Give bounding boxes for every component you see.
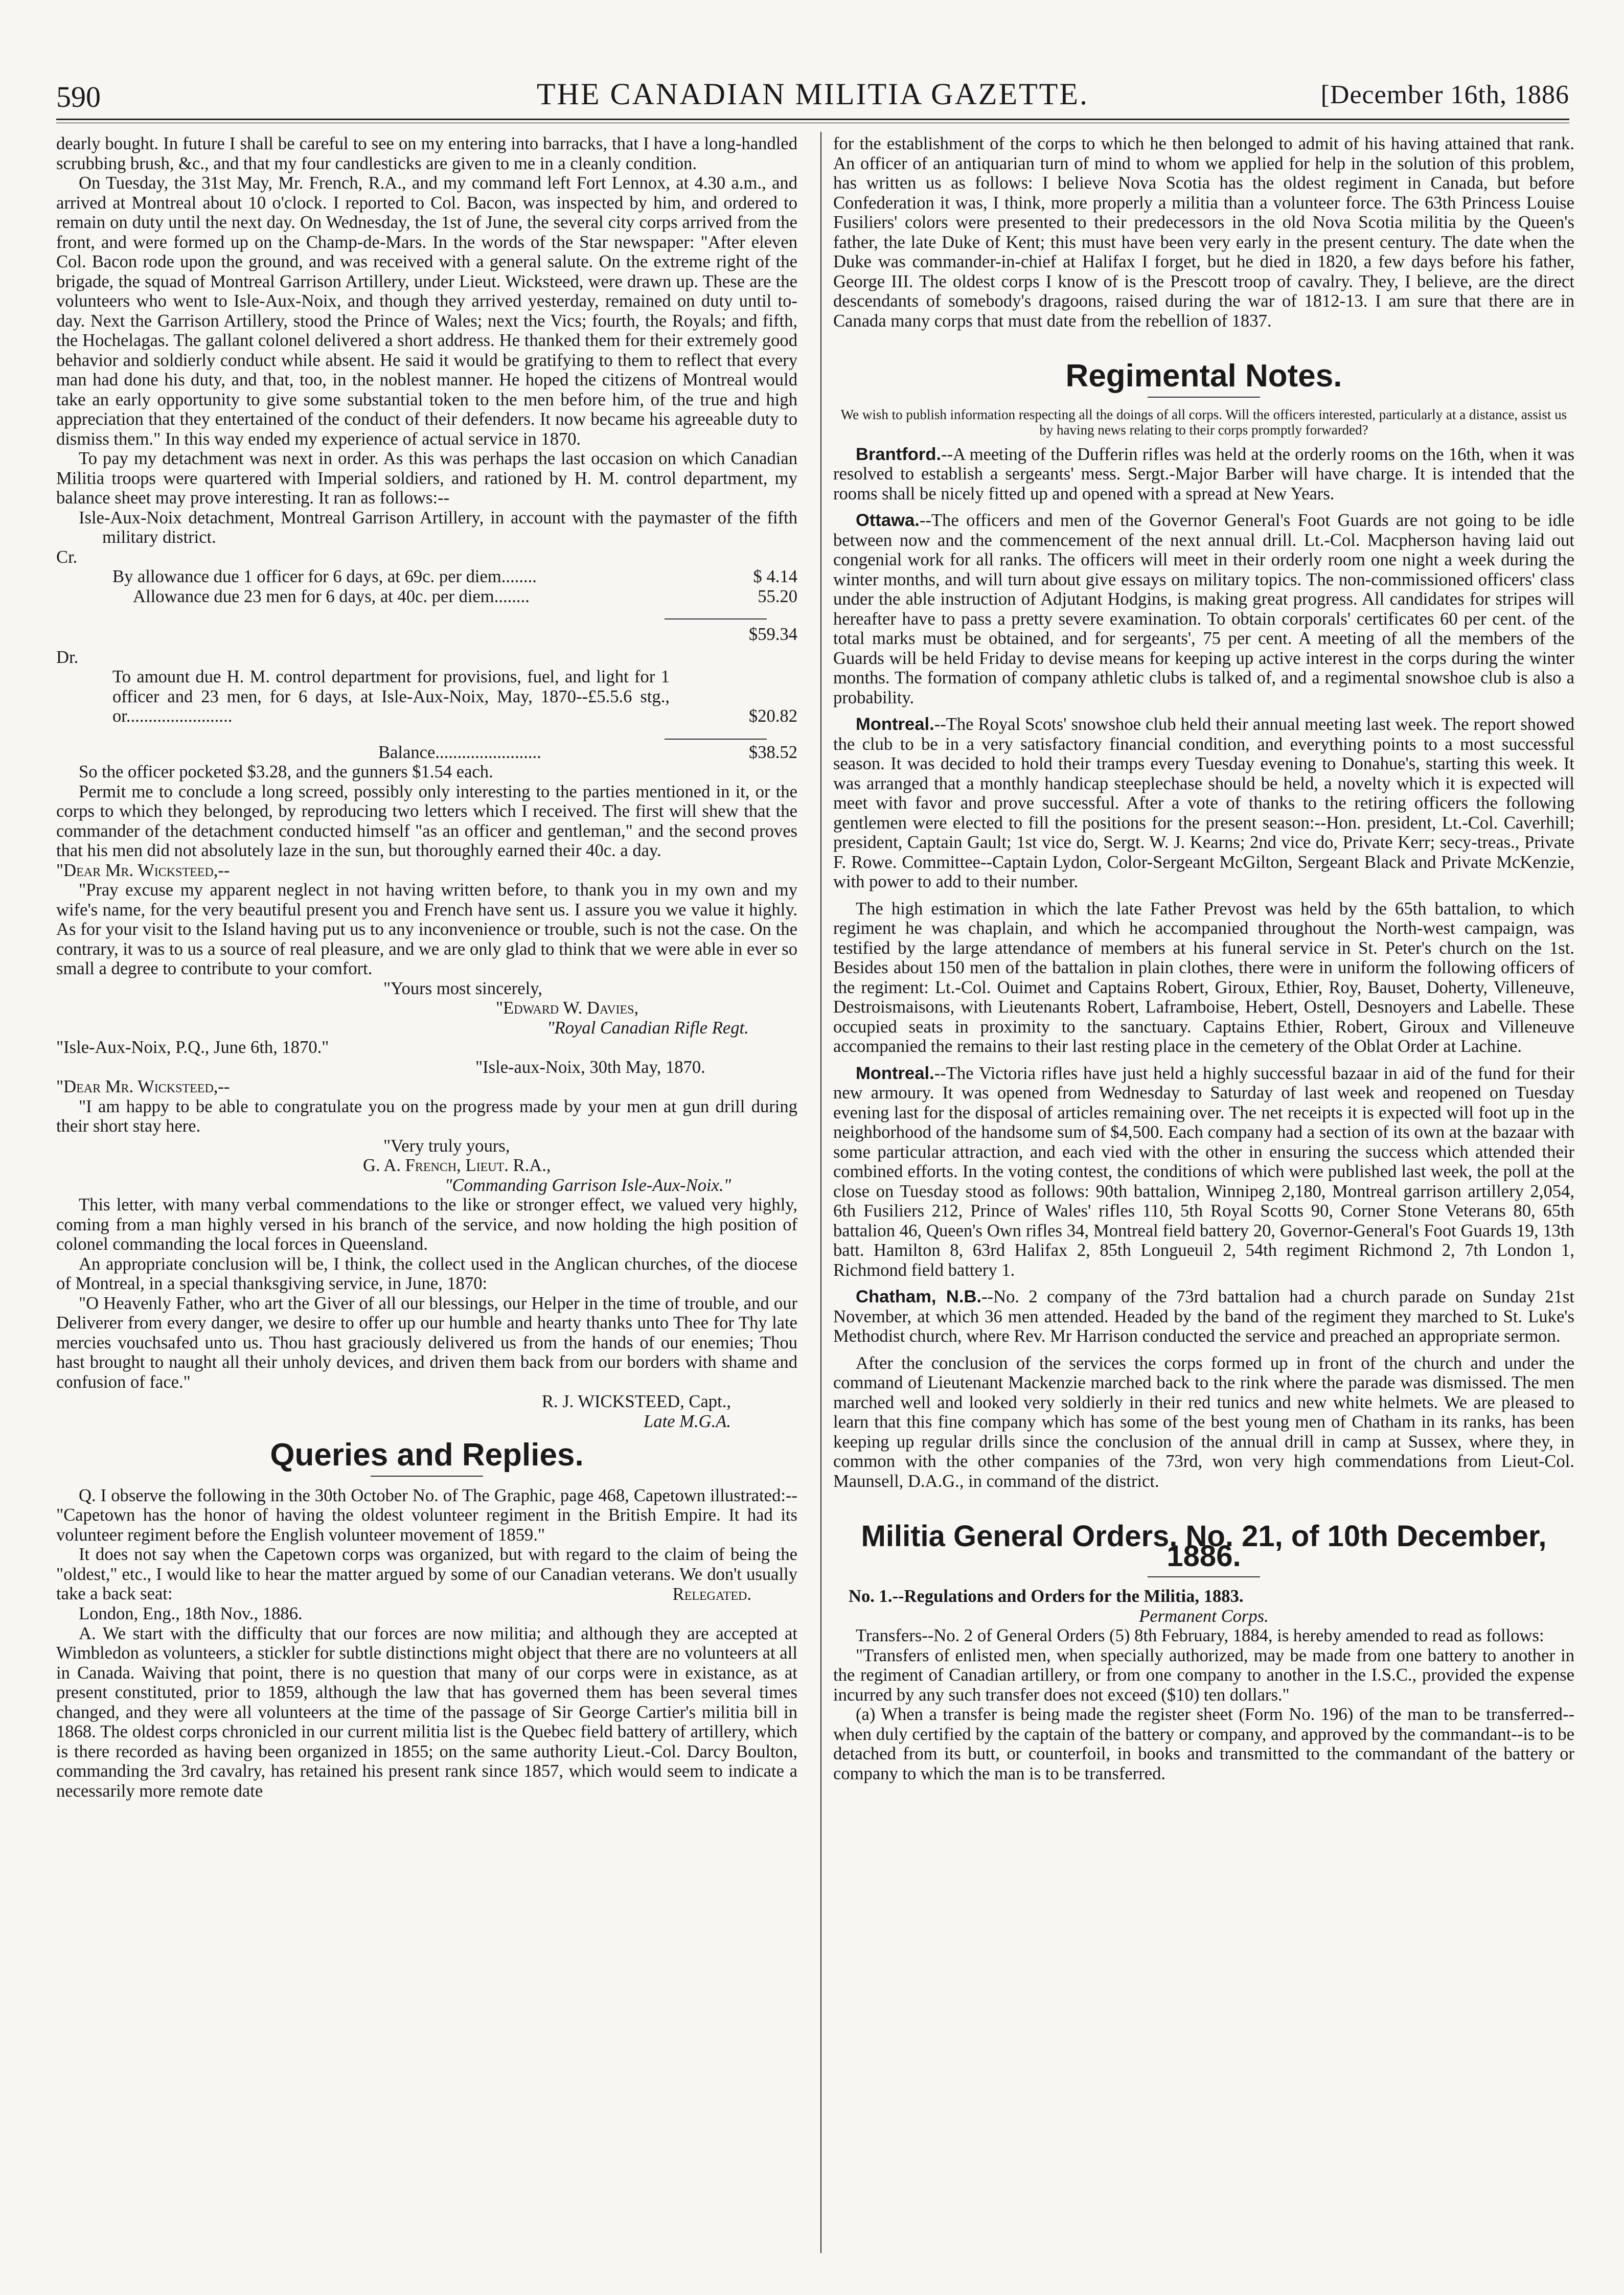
paragraph: This letter, with many verbal commendations to the like or stronger effect, we valued very highly, coming from a man highly versed in his branch of the service, and now holding the high position of colonel commanding the local forces in Queensland. <box>56 1195 797 1254</box>
letter-signatory: G. A. French, Lieut. R.A., <box>363 1156 551 1175</box>
paragraph: On Tuesday, the 31st May, Mr. French, R.A., and my command left Fort Lennox, at 4.30 a.m., and arrived at Montreal about 10 o'clock. I reported to Col. Bacon, was inspected by him, and ordered to remain on duty until the next day. On Wednesday, the 1st of June, the several city corps arrived from the front, and were formed up on the Champ-de-Mars. In the words of the Star newspaper: "After eleven Col. Bacon rode upon the ground, and was received with a general salute. On the extreme right of the brigade, the squad of Montreal Garrison Artillery, under Lieut. Wicksteed, were drawn up. These are the volunteers who went to Isle-Aux-Noix, and though they arrived yesterday, remained on duty until to-day. Next the Garrison Artillery, stood the Prince of Wales; next the Vics; fourth, the Royals; and fifth, the Hochelagas. The gallant colonel delivered a short address. He thanked them for their extremely good behavior and soldierly conduct while absent. He said it would be gratifying to them to reflect that every man had done his duty, and that, too, in the noblest manner. He hoped the citizens of Montreal would take an early opportunity to give some substantial token to the men before him, of the true and high appreciation that they entertained of the conduct of their defenders. It now became his agreeable duty to dismiss them." In this way ended my experience of actual service in 1870. <box>56 173 797 449</box>
order-paragraph: (a) When a transfer is being made the register sheet (Form No. 196) of the man to be transferred--when duly certified by the captain of the battery or company, and approved by the commandant--is to be detached from its butt, or counterfoil, in books and transmitted to the commandant of the battery or company to which the man is to be transferred. <box>833 1705 1574 1783</box>
paragraph: An appropriate conclusion will be, I think, the collect used in the Anglican churches, of the diocese of Montreal, in a special thanksgiving service, in June, 1870: <box>56 1254 797 1293</box>
note-brantford: Brantford.--A meeting of the Dufferin rifles was held at the orderly rooms on the 16th, when it was resolved to establish a sergeants' mess. Sergt.-Major Barber will have charge. It is intended that the rooms shall be nicely fitted up and opened with a spread at New Years. <box>833 444 1574 503</box>
letter-close: "Very truly yours, <box>383 1136 510 1156</box>
account-heading: Isle-Aux-Noix detachment, Montreal Garrison Artillery, in account with the paymaster of the fifth military district. <box>79 508 797 547</box>
order-paragraph: Transfers--No. 2 of General Orders (5) 8th February, 1884, is hereby amended to read as follows: <box>856 1626 1544 1645</box>
balance-row <box>56 743 797 763</box>
paragraph: dearly bought. In future I shall be careful to see on my entering into barracks, that I have a long-handled scrubbing brush, &c., and that my four candlesticks are given to me in a cleanly condition. <box>56 134 797 173</box>
letter-close: "Yours most sincerely, <box>383 978 542 998</box>
letter-body: "Pray excuse my apparent neglect in not having written before, to thank you in my own and my wife's name, for the very beautiful present you and French have sent us. I assure you we value it highly. As for your visit to the Island having put us to any inconvenience or trouble, such is not the case. On the contrary, it was to us a source of real pleasure, and we are only glad to think that we were able in ever so small a degree to contribute to your comfort. <box>56 880 797 978</box>
section-heading-queries: Queries and Replies. <box>270 1437 584 1473</box>
letter-salutation: "Dear Mr. Wicksteed,-- <box>56 860 230 880</box>
letter-signatory: "Edward W. Davies, <box>496 998 639 1018</box>
issue-date: [December 16th, 1886 <box>1320 80 1569 109</box>
debit-item: To amount due H. M. control department for provisions, fuel, and light for 1 officer and 23 men, for 6 days, at Isle-Aux-Noix, May, 1870--£5.5.6 stg., or........................ <box>112 667 670 726</box>
credit-total-row <box>56 625 797 645</box>
note-montreal: Montreal.--The Royal Scots' snowshoe club held their annual meeting last week. The report showed the club to be in a very satisfactory financial condition, and everything points to a most successful season. It was decided to hold their tramps every Tuesday evening to Donahue's, starting this week. It was arranged that a monthly handicap steeplechase should be held, a novelty which it is expected will meet with favor and prove successful. After a vote of thanks to the retiring officers the following gentlemen were elected to fill the positions for the present season:--Hon. president, Lt.-Col. Caverhill; president, Captain Gault; 1st vice do, Sergt. W. J. Kearns; 2nd vice do, Private Kerr; secy-treas., Private F. Rowe. Committee--Captain Lydon, Color-Sergeant McGilton, Sergeant Black and Private McKenzie, with power to add to their number. <box>833 715 1574 891</box>
letter-signatory-title: "Commanding Garrison Isle-Aux-Noix." <box>445 1175 731 1195</box>
section-heading-regimental-notes: Regimental Notes. <box>1065 358 1342 394</box>
note-paragraph: The high estimation in which the late Father Prevost was held by the 65th battalion, to which regiment he was chaplain, and which he accompanied throughout the North-west campaign, was testified by the large attendance of members at his funeral service in St. Peter's church on the 1st. Besides about 150 men of the battalion in plain clothes, there were in uniform the following officers of the regiment: Lt.-Col. Ouimet and Captains Robert, Giroux, Ethier, Roy, Bauset, Doherty, Villeneuve, Destroismaisons, with Lieutenants Robert, Laframboise, Hebert, Ostell, Desnoyers and Labelle. These occupied seats in proximity to the sanctuary. Captains Ethier, Robert, Giroux and Villeneuve accompanied the remains to their last resting place in the cemetery of the Oblat Order at Lachine. <box>833 899 1574 1056</box>
query-paragraph: It does not say when the Capetown corps was organized, but with regard to the claim of being the "oldest," etc., I would like to hear the matter argued by some of our Canadian veterans. We don't usually take a back seat: <box>56 1545 797 1603</box>
column-divider <box>820 132 821 2253</box>
heading-rule <box>371 1476 483 1477</box>
credit-row <box>56 567 797 587</box>
order-number: No. 1.--Regulations and Orders for the Militia, 1883. <box>849 1587 1244 1606</box>
credit-item: By allowance due 1 officer for 6 days, at 69c. per diem........ <box>112 567 537 586</box>
balance-label: Balance........................ <box>378 742 541 762</box>
heading-rule <box>1148 397 1260 398</box>
order-quote: "Transfers of enlisted men, when specially authorized, may be made from one battery to another in the regiment of Canadian artillery, or from one company to another in the I.S.C., provided the expense incurred by any such transfer does not exceed ($10) ten dollars." <box>833 1645 1574 1705</box>
page-number: 590 <box>56 80 101 113</box>
prayer-text: "O Heavenly Father, who art the Giver of all our blessings, our Helper in the time of trouble, and our Deliverer from every danger, we desire to offer up our humble and hearty thanks unto Thee for Thy late mercies vouchsafed unto us. Thou hast graciously delivered us from the hands of our enemies; Thou hast brought to naught all their unholy devices, and driven them back from our borders with shame and confusion of face." <box>56 1293 797 1392</box>
section-heading-general-orders: Militia General Orders, No. 21, of 10th December, 1886. <box>861 1520 1547 1573</box>
note-lead: Brantford. <box>856 444 942 464</box>
letter-place: "Isle-Aux-Noix, P.Q., June 6th, 1870." <box>56 1038 329 1057</box>
right-column <box>833 134 1574 1783</box>
section-intro: We wish to publish information respecting all the doings of all corps. Will the officers interested, particularly at a distance, assist us by having news relating to their corps promptly forwarded? <box>840 406 1567 438</box>
note-montreal: Montreal.--The Victoria rifles have just held a highly successful bazaar in aid of the fund for their new armoury. It was opened from Wednesday to Saturday of last week and reopened on Tuesday evening last for the disposal of articles remaining over. The net receipts it is expected will foot up in the neighborhood of the handsome sum of $4,500. Each company had a section of its own at the bazaar with some particular attraction, and each vied with the other in ensuring the success which attended their combined efforts. In the voting contest, the conditions of which were published last week, the poll at the close on Tuesday stood as follows: 90th battalion, Winnipeg 2,180, Montreal garrison artillery 2,054, 6th Fusiliers 212, Prince of Wales' rifles 110, 5th Royal Scotts 90, Corner Stone Veterans 80, 65th battalion 46, Queen's Own rifles 34, Montreal field battery 20, Governor-General's Foot Guards 19, 13th batt. Hamilton 8, 63rd Halifax 2, 85th Longueuil 2, 54th regiment Richmond 2, 7th London 1, Richmond field battery 1. <box>833 1063 1574 1280</box>
paragraph: for the establishment of the corps to which he then belonged to admit of his having attained that rank. An officer of an antiquarian turn of mind to whom we applied for help in the solution of this problem, has written us as follows: I believe Nova Scotia has the oldest regiment in Canada, but before Confederation it was, I think, more properly a militia than a volunteer force. The 63th Princess Louise Fusiliers' colors were presented to their predecessors in the old Nova Scotia militia by the Queen's father, the late Duke of Kent; this must have been very early in the present century. The date when the Duke was commander-in-chief at Halifax I forget, but he died in 1820, a few days before his father, George III. The oldest corps I know of is the Prescott troop of cavalry. They, I believe, are the direct descendants of somebody's dragoons, raised during the war of 1812-13. I am sure that there are in Canada many corps that must date from the rebellion of 1837. <box>833 134 1574 331</box>
letter-body: "I am happy to be able to congratulate you on the progress made by your men at gun drill during their short stay here. <box>56 1096 797 1136</box>
query-place: London, Eng., 18th Nov., 1886. <box>79 1604 303 1623</box>
order-subheading: Permanent Corps. <box>1139 1606 1269 1626</box>
note-ottawa: Ottawa.--The officers and men of the Governor General's Foot Guards are not going to be idle between now and the commencement of the next annual drill. Lt.-Col. Macpherson having laid out congenial work for all ranks. The officers will meet in their orderly room one night a week during the winter months, and will turn about give essays on military topics. The non-commissioned officers' class under the able instruction of Adjutant Hodgins, is making great progress. All candidates for stripes will hereafter have to pass a pretty severe examination. To obtain corporals' certificates 60 per cent. of the total marks must be obtained, and for sergeants', 75 per cent. A meeting of all the members of the Guards will be held Friday to devise means for keeping up active interest in the corps during the winter months. The formation of company athletic clubs is talked of, and a regimental snowshoe club is also a probability. <box>833 511 1574 707</box>
note-lead: Ottawa. <box>856 511 920 530</box>
credit-label: Cr. <box>56 547 78 567</box>
left-column <box>56 134 797 1801</box>
masthead-title: THE CANADIAN MILITIA GAZETTE. <box>536 77 1089 111</box>
letter-salutation: "Dear Mr. Wicksteed,-- <box>56 1077 230 1096</box>
debit-row <box>56 667 797 726</box>
note-chatham: Chatham, N.B.--No. 2 company of the 73rd battalion had a church parade on Sunday 21st November, at which 36 men attended. Headed by the band of the regiment they marched to St. Luke's Methodist church, where Rev. Mr Harrison conducted the service and preached an appropriate sermon. <box>833 1287 1574 1346</box>
heading-rule <box>1148 1576 1260 1577</box>
author-title: Late M.G.A. <box>644 1411 731 1431</box>
paragraph: So the officer pocketed $3.28, and the gunners $1.54 each. <box>79 762 493 782</box>
note-paragraph: After the conclusion of the services the corps formed up in front of the church and under the command of Lieutenant Mackenzie marched back to the rink where the parade was dismissed. The men marched well and looked very soldierly in their red tunics and new white helmets. We are pleased to learn that this fine company which has some of the best young men of Chatham in its ranks, has been keeping up regular drills since the conclusion of the annual drill in camp at Sussex, where they, in common with the other companies of the 73rd, won very high commendations from Lieut-Col. Maunsell, D.A.G., in command of the district. <box>833 1353 1574 1491</box>
credit-row <box>56 587 797 607</box>
note-lead: Montreal. <box>856 715 934 734</box>
author-signature: R. J. WICKSTEED, Capt., <box>541 1392 731 1411</box>
credit-total: $59.34 <box>748 625 797 644</box>
credit-amount: 55.20 <box>758 586 797 606</box>
credit-amount: $ 4.14 <box>753 567 797 586</box>
letter-place: "Isle-aux-Noix, 30th May, 1870. <box>475 1057 705 1077</box>
query-paragraph: Q. I observe the following in the 30th October No. of The Graphic, page 468, Capetown illustrated:--"Capetown has the honor of having the oldest volunteer regiment in the British Empire. It had its volunteer regiment before the English volunteer movement of 1859." <box>56 1485 797 1545</box>
header-rule <box>56 119 1569 120</box>
answer-paragraph: A. We start with the difficulty that our forces are now militia; and although they are accepted at Wimbledon as volunteers, a stickler for subtle distinctions might object that there are no volunteers at all in Canada. Waiving that point, there is no question that many of our corps were in existance, as at present constituted, prior to 1859, although the law that has governed them has been several times changed, and they were all volunteers at the time of the passage of Sir George Cartier's militia bill in 1868. The oldest corps chronicled in our current militia list is the Quebec field battery of artillery, which is there recorded as having been organized in 1855; on the same authority Lieut.-Col. Darcy Boulton, commanding the 3rd cavalry, has retained his present rank since 1857, which would seem to indicate a necessarily more remote date <box>56 1623 797 1801</box>
letter-signatory-title: "Royal Canadian Rifle Regt. <box>547 1018 749 1038</box>
page-header <box>56 77 1569 118</box>
query-signature: Relegated. <box>672 1584 751 1604</box>
credit-item: Allowance due 23 men for 6 days, at 40c. per diem........ <box>133 586 530 606</box>
paragraph: To pay my detachment was next in order. As this was perhaps the last occasion on which Canadian Militia troops were quartered with Imperial soldiers, and rationed by H. M. control department, my balance sheet may prove interesting. It ran as follows:-- <box>56 449 797 508</box>
sum-rule <box>665 739 767 740</box>
paragraph: Permit me to conclude a long screed, possibly only interesting to the parties mentioned in it, or the corps to which they belonged, by reproducing two letters which I received. The first will shew that the commander of the detachment conducted himself "as an officer and gentleman," and the second proves that his men did not absolutely laze in the sun, but thoroughly earned their 40c. a day. <box>56 782 797 860</box>
debit-amount: $20.82 <box>748 706 797 726</box>
note-lead: Montreal. <box>856 1063 934 1083</box>
sum-rule <box>665 618 767 619</box>
balance-amount: $38.52 <box>748 742 797 762</box>
debit-label: Dr. <box>56 647 79 667</box>
note-lead: Chatham, N.B. <box>856 1287 982 1306</box>
